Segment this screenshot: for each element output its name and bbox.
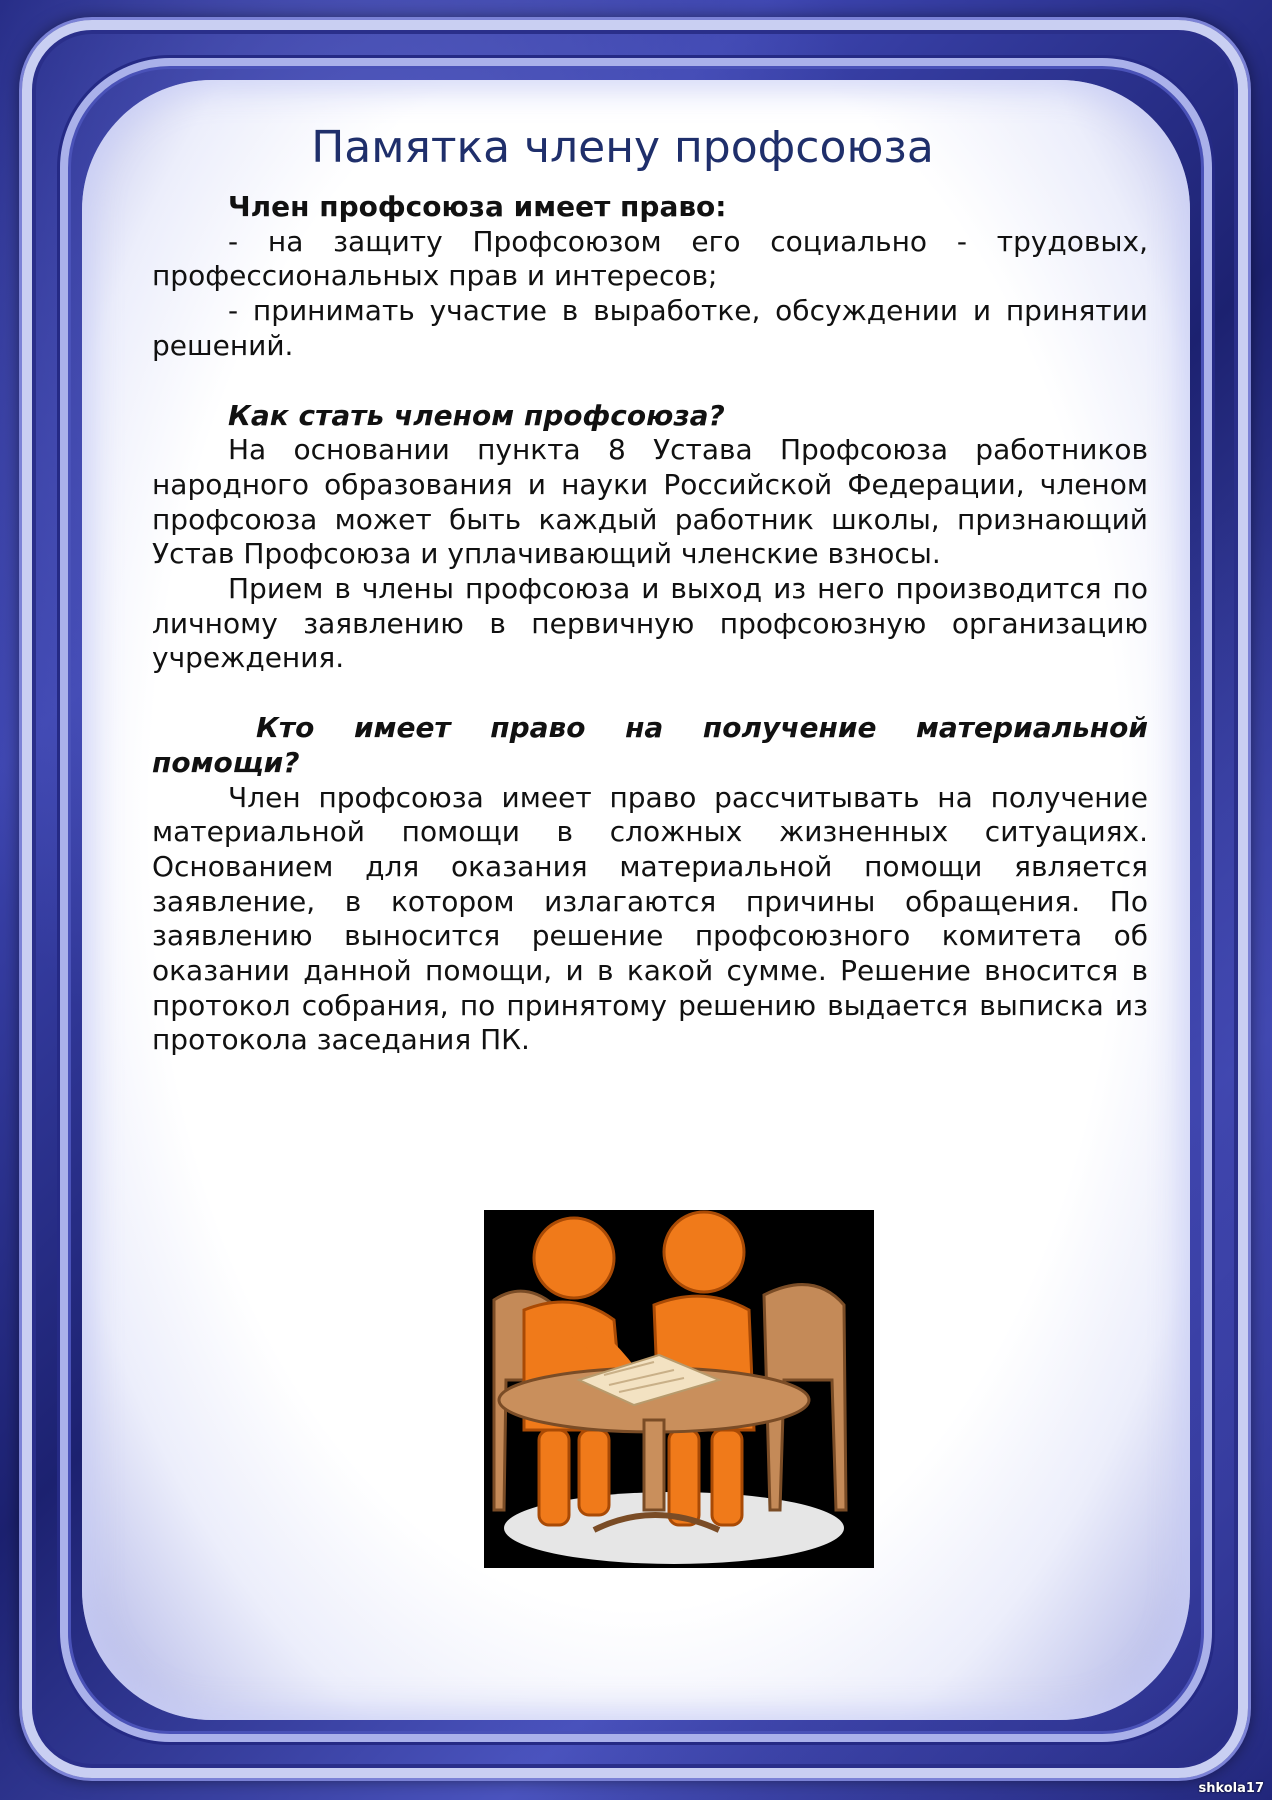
spacer (152, 676, 1148, 711)
meeting-illustration (484, 1210, 874, 1568)
table-leg (644, 1420, 664, 1510)
meeting-illustration-svg (484, 1210, 874, 1568)
membership-heading: Как стать членом профсоюза? (228, 398, 725, 432)
document-body (152, 190, 1148, 1058)
rights-heading: Член профсоюза имеет право: (228, 190, 727, 223)
watermark: shkola17 (1198, 1781, 1264, 1796)
membership-paragraph: Прием в члены профсоюза и выход из него производится по личному заявлению в первичную профсоюзную организацию учреждения. (152, 572, 1148, 675)
spacer (152, 364, 1148, 399)
rights-item: - принимать участие в выработке, обсуждении и принятии решений. (152, 294, 1148, 362)
aid-heading: Кто имеет право на получение материальной помощи? (152, 711, 1148, 779)
aid-paragraph: Член профсоюза имеет право рассчитывать на получение материальной помощи в сложных жизненных ситуациях. Основанием для оказания материальной помощи является заявление, в котором излагаются причины обращения. По заявлению выносится решение профсоюзного комитета об оказании данной помощи, и в какой сумме. Решение вносится в протокол собрания, по принятому решению выдается выписка из протокола заседания ПК. (152, 780, 1148, 1057)
page-title: Памятка члену профсоюза (311, 122, 934, 173)
membership-paragraph: На основании пункта 8 Устава Профсоюза работников народного образования и науки Российской Федерации, членом профсоюза может быть каждый работник школы, признающий Устав Профсоюза и уплачивающий членские взносы. (152, 433, 1148, 571)
rights-item: - на защиту Профсоюзом его социально - трудовых, профессиональных прав и интересов; (152, 224, 1148, 293)
